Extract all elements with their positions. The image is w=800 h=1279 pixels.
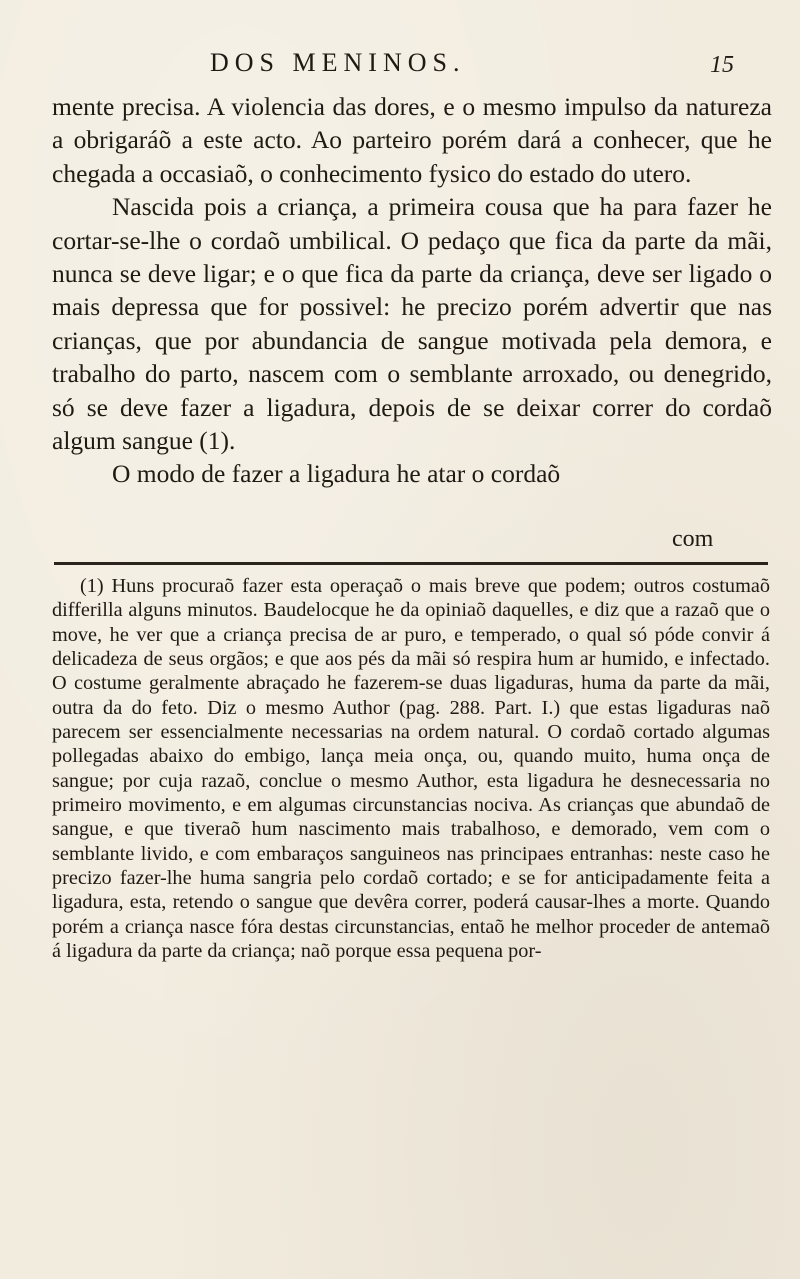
- paragraph: Nascida pois a criança, a primeira cousa que ha para fazer he cortar-se-lhe o cordaõ umbilical. O pedaço que fica da parte da mãi, nunca se deve ligar; e o que fica da parte da criança, deve ser ligado o mais depressa que for possivel: he precizo porém advertir que nas crianças, que por abundancia de sangue motivada pela demora, e trabalho do parto, nascem com o semblante arroxado, ou denegrido, só se deve fazer a ligadura, depois de se deixar correr do cordaõ algum sangue (1).: [52, 192, 772, 456]
- running-head: DOS MENINOS.: [210, 48, 466, 77]
- catchword: com: [672, 526, 714, 552]
- main-text: [52, 90, 772, 491]
- page-header: [0, 38, 800, 88]
- page-number: 15: [710, 52, 734, 78]
- paragraph: mente precisa. A violencia das dores, e o mesmo impulso da natureza a obrigaráõ a este acto. Ao parteiro porém dará a conhecer, que he chegada a occasiaõ, o conhecimento fysico do estado do utero.: [52, 92, 772, 188]
- footnote-text: (1) Huns procuraõ fazer esta operaçaõ o mais breve que podem; outros costumaõ differilla alguns minutos. Baudelocque he da opiniaõ daquelles, e diz que a razaõ que o move, he ver que a criança precisa de ar puro, e temperado, o qual só póde convir á delicadeza de seus orgãos; e que aos pés da mãi só respira hum ar humido, e infectado. O costume geralmente abraçado he fazerem-se duas ligaduras, huma da parte da mãi, outra da do feto. Diz o mesmo Author (pag. 288. Part. I.) que estas ligaduras naõ parecem ser essencialmente necessarias na ordem natural. O cordaõ cortado algumas pollegadas abaixo do embigo, lança meia onça, ou, quando muito, huma onça de sangue; por cuja razaõ, conclue o mesmo Author, esta ligadura he desnecessaria no primeiro movimento, e em algumas circunstancias nociva. As crianças que abundaõ de sangue, e que tiveraõ hum nascimento mais trabalhoso, e demorado, vem com o semblante livido, e com embaraços sanguineos nas principaes entranhas: neste caso he precizo fazer-lhe huma sangria pelo cordaõ cortado; e se for anticipadamente feita a ligadura, esta, retendo o sangue que devêra correr, poderá causar-lhes a morte. Quando porém a criança nasce fóra destas circunstancias, entaõ he melhor proceder de antemaõ á ligadura da parte da criança; naõ porque essa pequena por-: [52, 575, 770, 963]
- footnote-rule: [54, 562, 768, 565]
- paragraph: O modo de fazer a ligadura he atar o cordaõ: [112, 459, 561, 489]
- footnote: [52, 574, 770, 964]
